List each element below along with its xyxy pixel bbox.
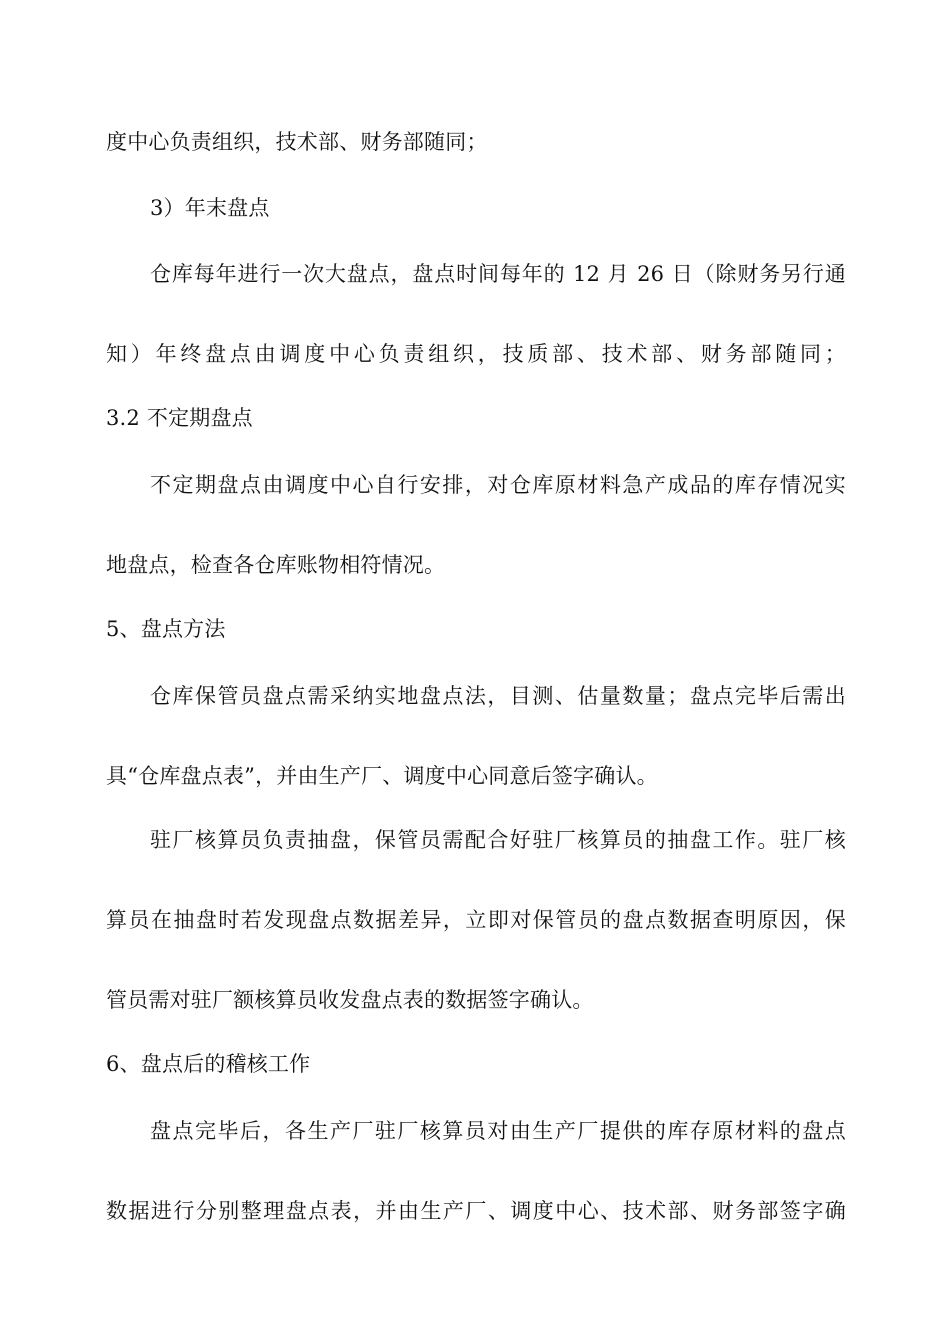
paragraph-line: 驻厂核算员负责抽盘，保管员需配合好驻厂核算员的抽盘工作。驻厂核 [150,828,846,852]
section-heading: 6、盘点后的稽核工作 [106,1052,311,1076]
paragraph-line: 仓库保管员盘点需采纳实地盘点法，目测、估量数量；盘点完毕后需出 [150,684,846,708]
paragraph-line: 不定期盘点由调度中心自行安排，对仓库原材料急产成品的库存情况实 [150,473,846,497]
paragraph-line: 地盘点，检查各仓库账物相符情况。 [106,553,446,577]
paragraph-line: 盘点完毕后，各生产厂驻厂核算员对由生产厂提供的库存原材料的盘点 [150,1119,846,1143]
section-heading: 5、盘点方法 [106,617,226,641]
paragraph-line: 仓库每年进行一次大盘点，盘点时间每年的 12 月 26 日（除财务另行通 [150,262,846,286]
paragraph-line: 算员在抽盘时若发现盘点数据差异，立即对保管员的盘点数据查明原因，保 [106,908,846,932]
paragraph-line: 知）年终盘点由调度中心负责组织，技质部、技术部、财务部随同； [106,342,846,366]
paragraph-line: 具“仓库盘点表”，并由生产厂、调度中心同意后签字确认。 [106,764,658,788]
section-heading: 3）年末盘点 [150,196,270,220]
paragraph-line: 度中心负责组织，技术部、财务部随同； [106,130,488,154]
section-heading: 3.2 不定期盘点 [106,406,253,430]
paragraph-line: 管员需对驻厂额核算员收发盘点表的数据签字确认。 [106,988,594,1012]
paragraph-line: 数据进行分别整理盘点表，并由生产厂、调度中心、技术部、财务部签字确 [106,1199,846,1223]
